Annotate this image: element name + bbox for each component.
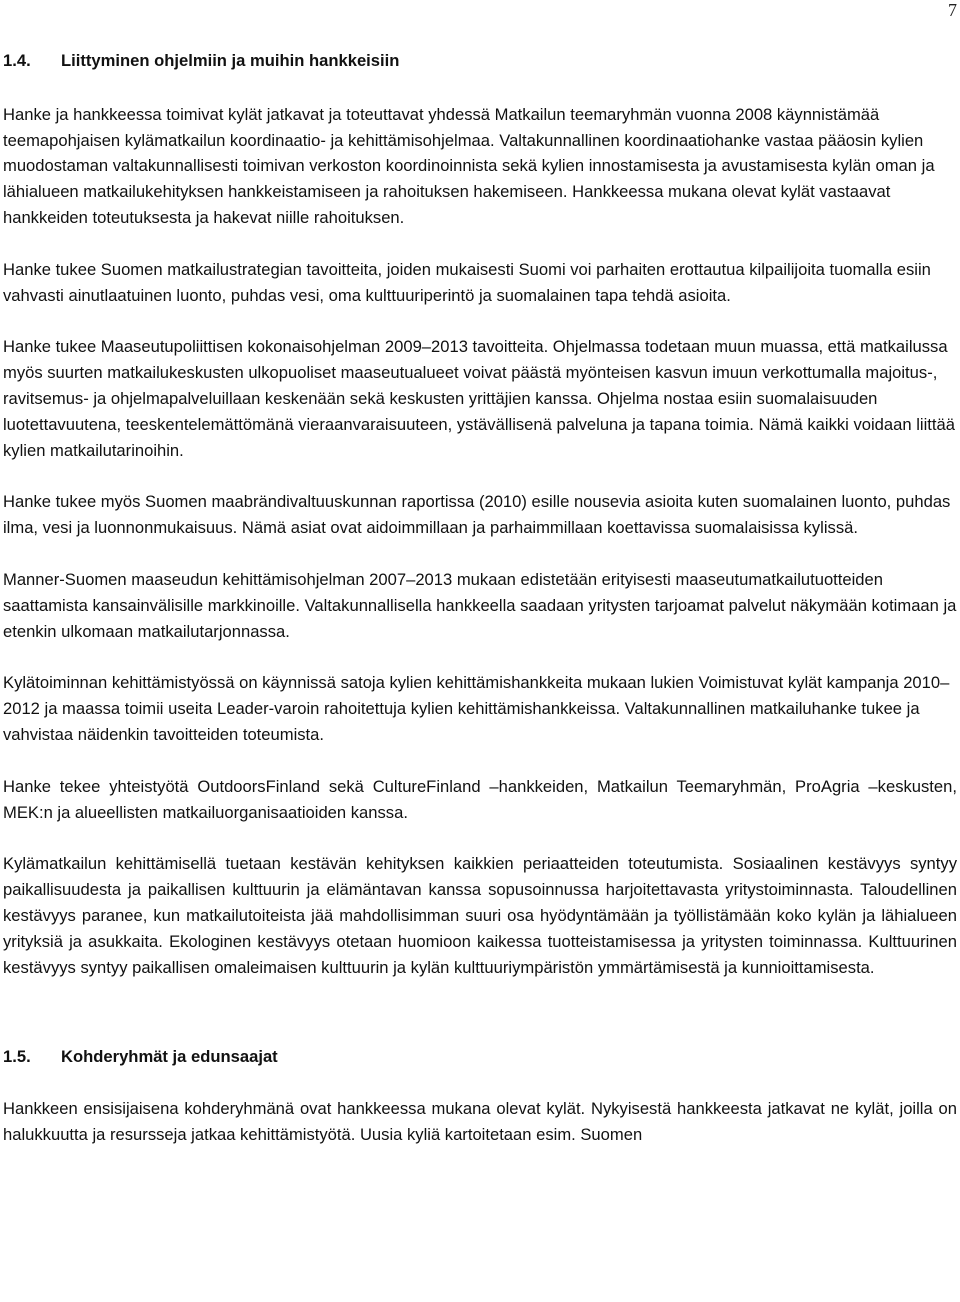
paragraph: Manner-Suomen maaseudun kehittämisohjelman 2007–2013 mukaan edistetään erityisesti maaseutumatkailutuotteiden saattamista kansainvälisille markkinoille. Valtakunnallisella hankkeella saadaan yritysten tarjoamat palvelut näkymään kotimaan ja etenkin ulkomaan matkailutarjonnassa. [3,569,957,641]
paragraph: Hanke ja hankkeessa toimivat kylät jatkavat ja toteuttavat yhdessä Matkailun teemaryhmän vuonna 2008 käynnistämää teemapohjaisen kylämatkailun koordinaatio- ja kehittämisohjelmaa. Valtakunnallinen koordinaatiohanke vastaa pääosin kylien muodostaman valtakunnallisesti toimivan verkoston koordinoinnista sekä kylien innostamisesta ja avustamisesta kylän oman ja lähialueen matkailukehityksen hankkeistamiseen ja rahoituksen hakemiseen. Hankkeessa mukana olevat kylät vastaavat hankkeiden toteutuksesta ja hakevat niille rahoituksen. [3,104,935,227]
paragraph: Kylämatkailun kehittämisellä tuetaan kestävän kehityksen kaikkien periaatteiden toteutumista. Sosiaalinen kestävyys syntyy paikallisuudesta ja paikallisen kulttuurin ja elämäntavan kanssa sopusoinnussa harjoitettavasta yritystoiminnasta. Taloudellinen kestävyys paranee, kun matkailutoiteista jää mahdollisimman suuri osa hyödyntämään ja työllistämään koko kylän ja lähialueen yrityksiä ja asukkaita. Ekologinen kestävyys otetaan huomioon kaikessa tuotteistamisessa ja yritysten toiminnassa. Kulttuurinen kestävyys syntyy paikallisen omaleimaisen kulttuurin ja kylän kulttuuriympäristön ymmärtämisestä ja kunnioittamisesta. [3,854,957,977]
paragraph: Hankkeen ensisijaisena kohderyhmänä ovat hankkeessa mukana olevat kylät. Nykyisestä hankkeesta jatkavat ne kylät, joilla on halukkuutta ja resursseja jatkaa kehittämistyötä. Uusia kyliä kartoitetaan esim. Suomen [3,1099,957,1144]
paragraph: Hanke tukee Maaseutupoliittisen kokonaisohjelman 2009–2013 tavoitteita. Ohjelmassa todetaan muun muassa, että matkailussa myös suurten matkailukeskusten ulkopuoliset maaseutualueet voivat päästä myönteisen kasvun imuun verkottumalla majoitus-, ravitsemus- ja ohjelmapalveluillaan keskenään sekä keskusten yrittäjien kanssa. Ohjelma nostaa esiin suomalaisuuden luotettavuutena, teeskentelemättömänä vieraanvaraisuuteen, ystävällisenä palveluna ja tapana toimia. Nämä kaikki voidaan liittää kylien matkailutarinoihin. [3,337,955,460]
section-heading [3,48,957,74]
paragraph: Hanke tukee myös Suomen maabrändivaltuuskunnan raportissa (2010) esille nousevia asioita kuten suomalainen luonto, puhdas ilma, vesi ja luonnonmukaisuus. Nämä asiat ovat aidoimmillaan ja parhaimmillaan koettavissa suomalaisissa kylissä. [3,492,951,538]
paragraph: Hanke tekee yhteistyötä OutdoorsFinland sekä CultureFinland –hankkeiden, Matkailun Teemaryhmän, ProAgria –keskusten, MEK:n ja alueellisten matkailuorganisaatioiden kanssa. [3,776,957,822]
paragraph: Kylätoiminnan kehittämistyössä on käynnissä satoja kylien kehittämishankkeita mukaan lukien Voimistuvat kylät kampanja 2010–2012 ja maassa toimii useita Leader-varoin rahoitettuja kylien kehittämishankkeissa. Valtakunnallinen matkailuhanke tukee ja vahvistaa näidenkin tavoitteiden toteumista. [3,673,950,744]
paragraph: Hanke tukee Suomen matkailustrategian tavoitteita, joiden mukaisesti Suomi voi parhaiten erottautua kilpailijoita tuomalla esiin vahvasti ainutlaatuinen luonto, puhdas vesi, oma kulttuuriperintö ja suomalainen tapa tehdä asioita. [3,259,931,305]
document-body [3,48,957,1148]
section-title: Kohderyhmät ja edunsaajat [61,1047,278,1067]
section-heading [3,1044,957,1070]
section-title: Liittyminen ohjelmiin ja muihin hankkeisiin [61,51,400,70]
section-number: 1.5. [3,1047,31,1067]
section-number: 1.4. [3,51,31,70]
page-number: 7 [948,0,957,20]
